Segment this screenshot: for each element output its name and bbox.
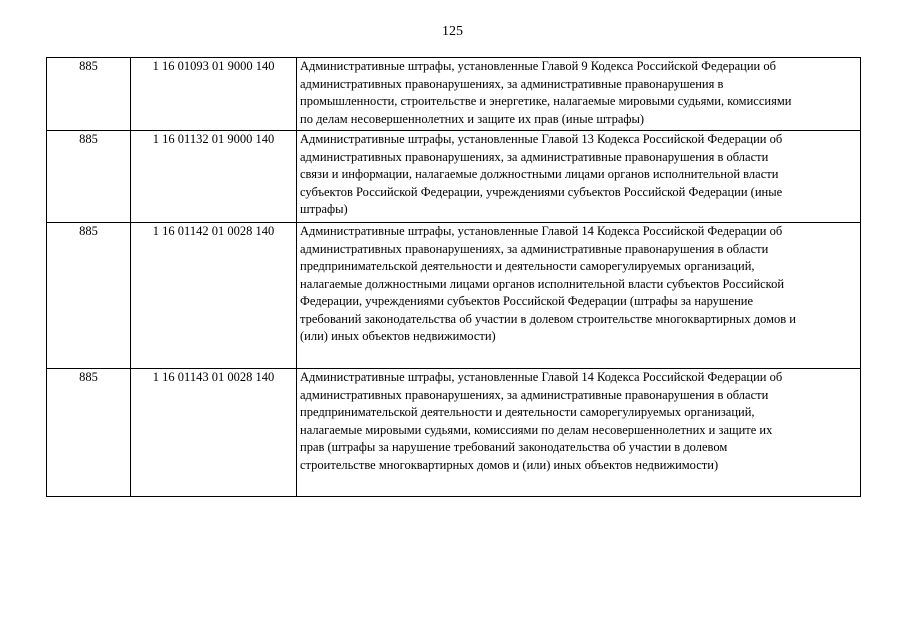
page-number: 125 [442,24,463,39]
description-cell [297,369,861,497]
table-row [47,369,861,497]
description-line: связи и информации, налагаемые должностными лицами органов исполнительной власти [300,167,779,181]
description-line: строительстве многоквартирных домов и (или) иных объектов недвижимости) [300,457,719,472]
description-line: Административные штрафы, установленные Главой 14 Кодекса Российской Федерации об [300,370,783,384]
description-line: субъектов Российской Федерации, учреждениями субъектов Российской Федерации (иные [300,184,783,199]
table-row [47,58,861,131]
kbk-code-cell: 1 16 01093 01 9000 140 [131,58,297,131]
description-line: требований законодательства об участии в долевом строительстве многоквартирных домов и [300,311,796,326]
description-line: административных правонарушениях, за административные правонарушения в [300,76,724,91]
kbk-code-cell: 1 16 01142 01 0028 140 [131,223,297,369]
description-line: Административные штрафы, установленные Главой 9 Кодекса Российской Федерации об [300,59,776,73]
description-line: Административные штрафы, установленные Главой 13 Кодекса Российской Федерации об [300,132,783,146]
admin-code-cell: 885 [47,369,131,497]
description-line: прав (штрафы за нарушение требований законодательства об участии в долевом [300,440,728,454]
table-row [47,131,861,223]
description-line: Федерации, учреждениями субъектов Российской Федерации (штрафы за нарушение [300,294,754,308]
table-row [47,223,861,369]
description-line: промышленности, строительстве и энергетике, налагаемые мировыми судьями, комиссиями [300,94,792,108]
admin-code-cell: 885 [47,58,131,131]
description-line: предпринимательской деятельности и деятельности саморегулируемых организаций, [300,259,755,273]
description-line: налагаемые должностными лицами органов исполнительной власти субъектов Российской [300,276,785,291]
budget-codes-table [46,57,861,497]
description-line: по делам несовершеннолетних и защите их прав (иные штрафы) [300,111,645,126]
description-cell [297,58,861,131]
description-line: штрафы) [300,202,348,216]
description-line: административных правонарушениях, за административные правонарушения в области [300,149,769,164]
kbk-code-cell: 1 16 01132 01 9000 140 [131,131,297,223]
description-cell [297,131,861,223]
admin-code-cell: 885 [47,131,131,223]
admin-code-cell: 885 [47,223,131,369]
description-line: административных правонарушениях, за административные правонарушения в области [300,241,769,256]
description-line: налагаемые мировыми судьями, комиссиями по делам несовершеннолетних и защите их [300,422,773,437]
kbk-code-cell: 1 16 01143 01 0028 140 [131,369,297,497]
description-cell [297,223,861,369]
description-line: административных правонарушениях, за административные правонарушения в области [300,387,769,402]
description-line: (или) иных объектов недвижимости) [300,329,496,343]
description-line: Административные штрафы, установленные Главой 14 Кодекса Российской Федерации об [300,224,783,238]
description-line: предпринимательской деятельности и деятельности саморегулируемых организаций, [300,405,755,419]
